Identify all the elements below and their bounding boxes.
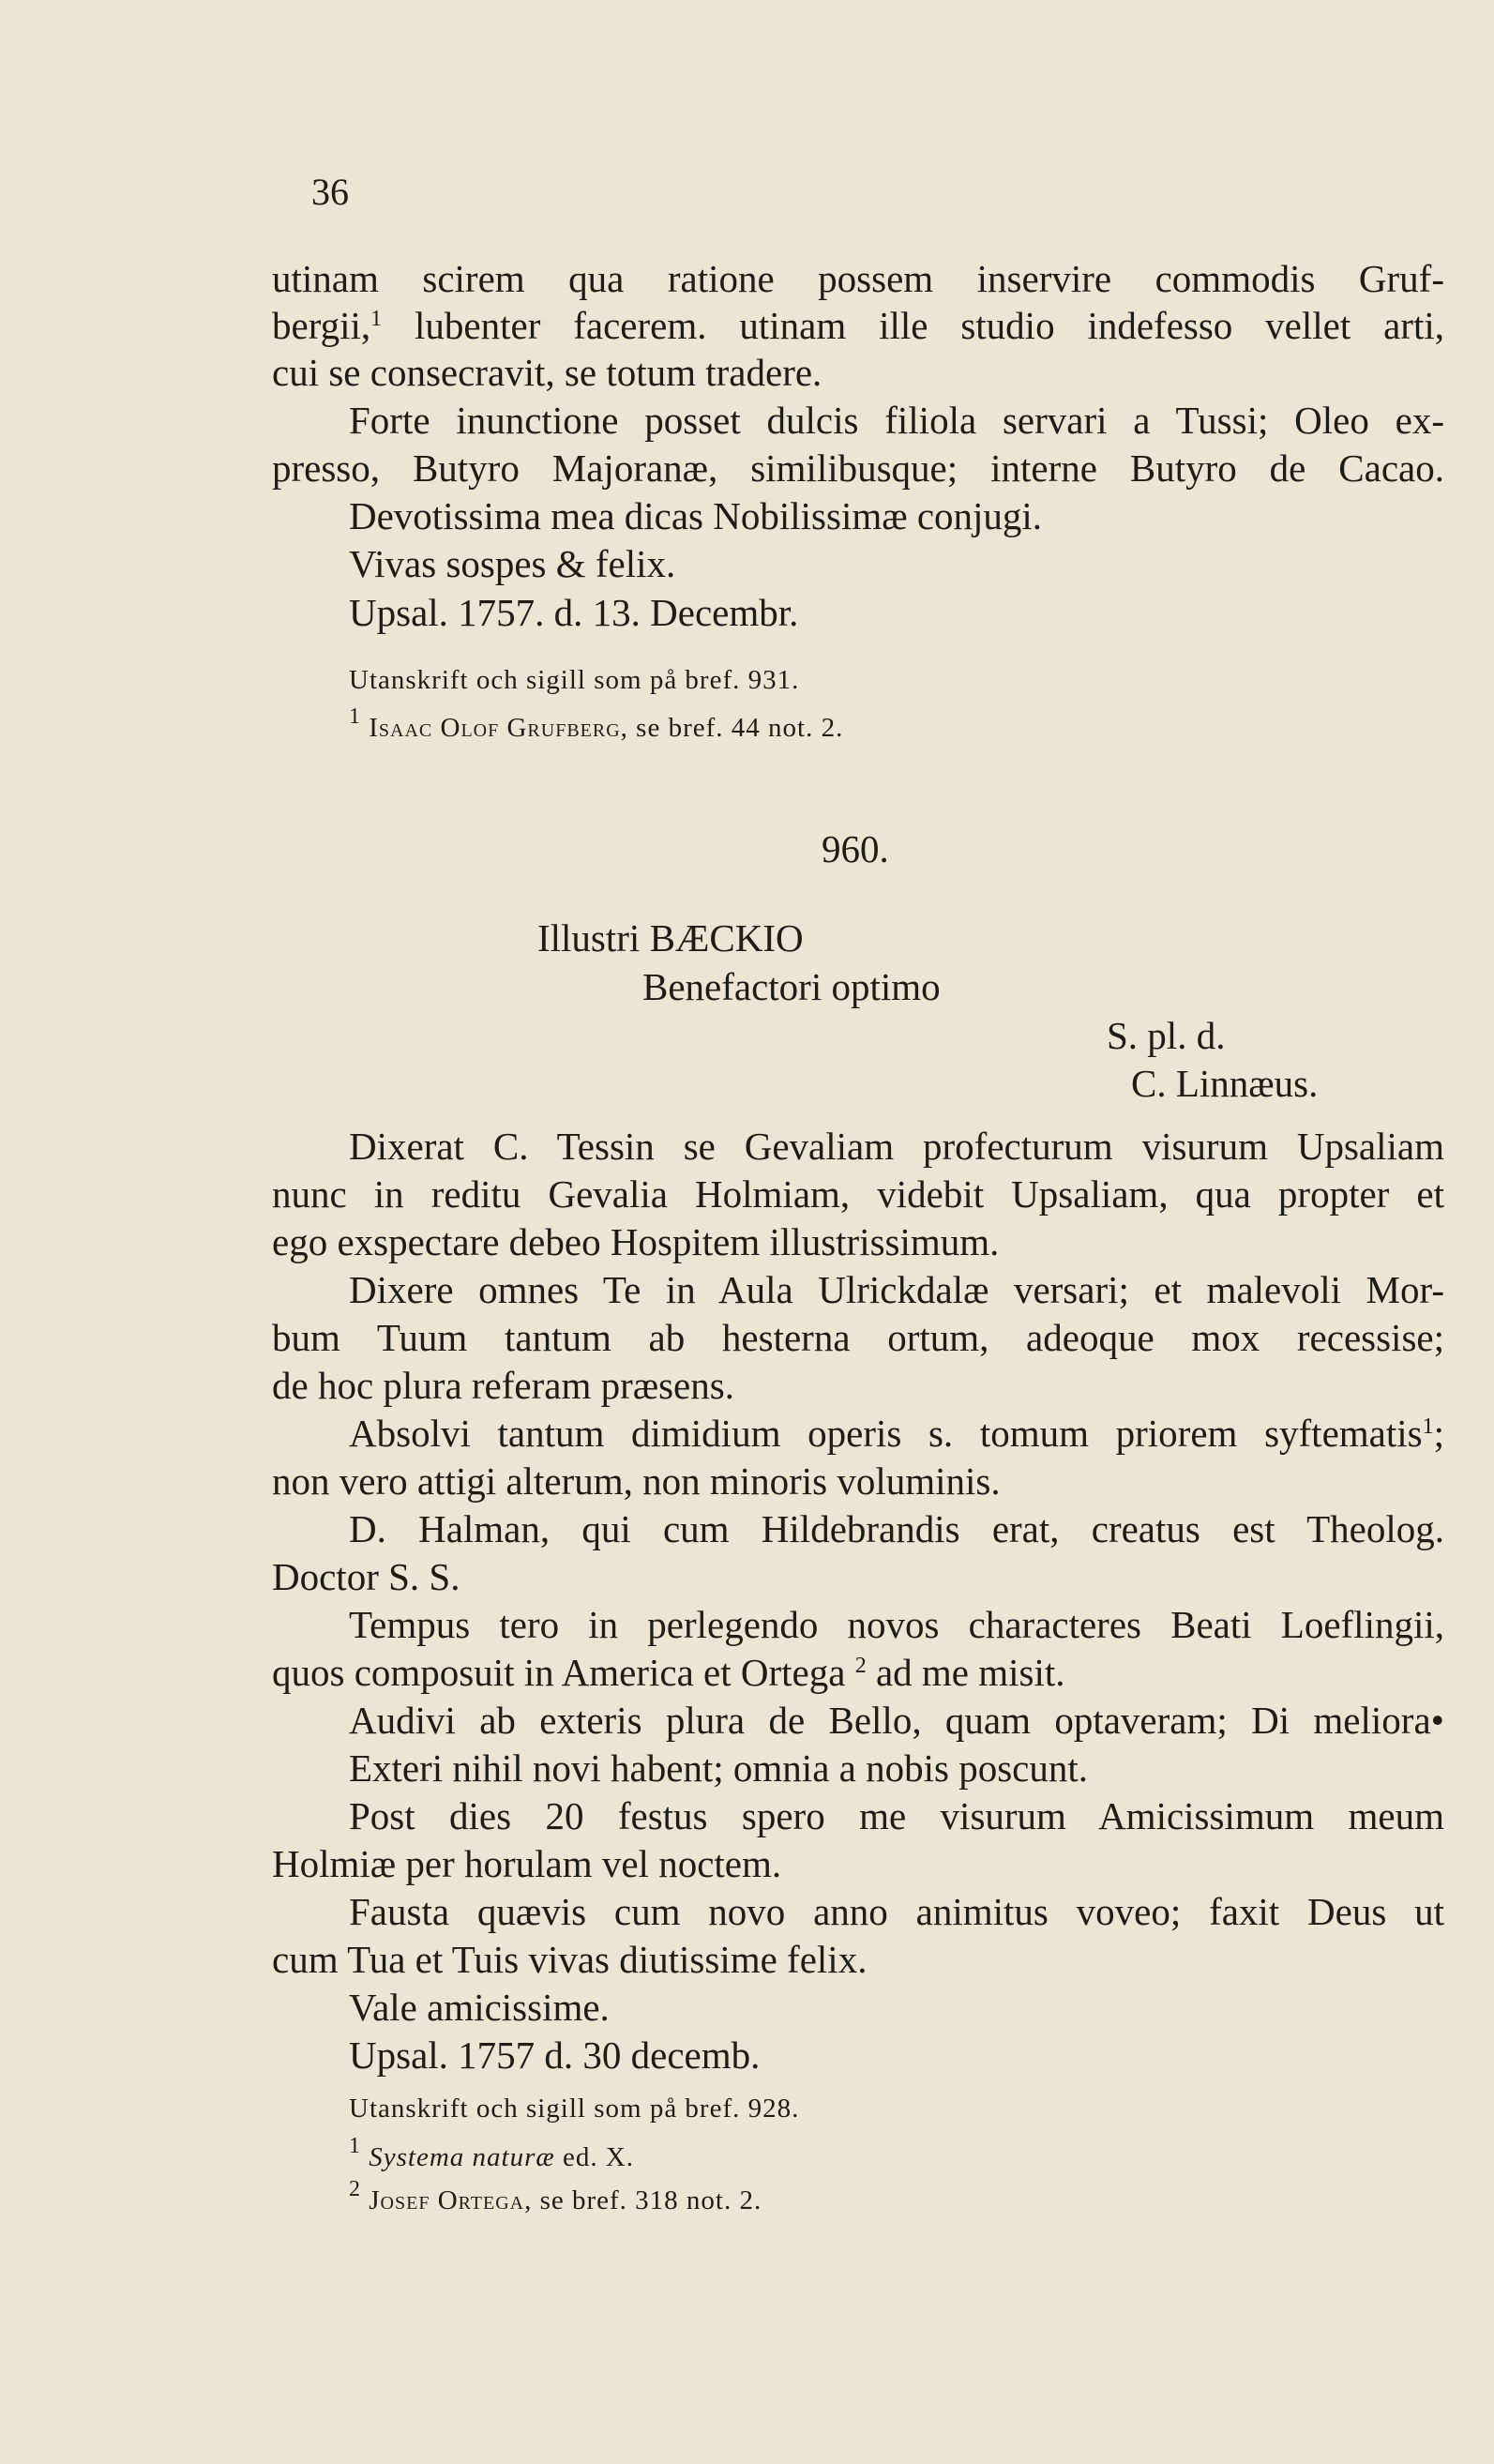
- text-line: [349, 1410, 1444, 1457]
- footnote: [349, 2134, 635, 2176]
- text-fragment: lubenter facerem. utinam ille studio indefesso vellet arti,: [415, 304, 1444, 347]
- footnote-marker: 1: [349, 2134, 361, 2158]
- text-line: Doctor S. S.: [272, 1555, 460, 1598]
- footnote-marker: 1: [1422, 1414, 1434, 1439]
- footnote-ed: ed. X.: [562, 2142, 635, 2172]
- text-line: Forte inunctione posset dulcis filiola servari a Tussi; Oleo ex-: [349, 399, 1444, 442]
- letter-number: 960.: [822, 827, 889, 870]
- text-line: presso, Butyro Majoranæ, similibusque; interne Butyro de Cacao.: [272, 446, 1444, 490]
- footnote: [349, 704, 844, 747]
- footnote-ref: se bref. 44 not. 2.: [636, 713, 844, 743]
- text-fragment: quos composuit in America et Ortega: [272, 1651, 846, 1694]
- text-line: [272, 302, 1444, 349]
- text-line: Upsal. 1757. d. 13. Decembr.: [349, 591, 799, 634]
- text-line: Fausta quævis cum novo anno animitus voveo; faxit Deus ut: [349, 1890, 1444, 1933]
- page-number: 36: [311, 171, 349, 213]
- footnote-marker: 2: [349, 2177, 361, 2201]
- text-line: utinam scirem qua ratione possem inservire commodis Gruf-: [272, 257, 1444, 300]
- text-line: bum Tuum tantum ab hesterna ortum, adeoque mox recessise;: [272, 1316, 1444, 1359]
- text-line: Upsal. 1757 d. 30 decemb.: [349, 2033, 761, 2077]
- text-line: Vivas sospes & felix.: [349, 542, 676, 585]
- text-line: D. Halman, qui cum Hildebrandis erat, creatus est Theolog.: [349, 1507, 1444, 1550]
- text-line: Audivi ab exteris plura de Bello, quam optaveram; Di meliora•: [349, 1699, 1444, 1742]
- text-line: Dixere omnes Te in Aula Ulrickdalæ versari; et malevoli Mor-: [349, 1268, 1444, 1311]
- address-line: Benefactori optimo: [642, 965, 941, 1008]
- text-line: [272, 1649, 1065, 1696]
- text-fragment: ad me misit.: [875, 1651, 1065, 1694]
- footnote-ref: se bref. 318 not. 2.: [539, 2185, 762, 2215]
- semicolon: ;: [1433, 1412, 1444, 1455]
- footnote: [349, 2177, 762, 2219]
- greeting: S. pl. d.: [1107, 1014, 1226, 1057]
- footnote-name: Isaac Olof Grufberg,: [369, 713, 628, 743]
- text-line: Post dies 20 festus spero me visurum Amicissimum meum: [349, 1794, 1444, 1837]
- address-line: Illustri BÆCKIO: [537, 916, 804, 960]
- text-line: de hoc plura referam præsens.: [272, 1364, 734, 1407]
- text-line: Dixerat C. Tessin se Gevaliam profecturum visurum Upsaliam: [349, 1125, 1444, 1168]
- text-line: ego exspectare debeo Hospitem illustrissimum.: [272, 1220, 1000, 1263]
- text-line: Vale amicissime.: [349, 1986, 610, 2029]
- text-line: Devotissima mea dicas Nobilissimæ conjugi.: [349, 494, 1043, 537]
- text-line: cui se consecravit, se totum tradere.: [272, 351, 822, 394]
- footnote-name: Josef Ortega,: [369, 2185, 533, 2215]
- footnote-title: Systema naturæ: [369, 2142, 555, 2172]
- source-note: Utanskrift och sigill som på bref. 931.: [349, 665, 800, 695]
- sender: C. Linnæus.: [1131, 1062, 1319, 1105]
- text-line: cum Tua et Tuis vivas diutissime felix.: [272, 1938, 868, 1981]
- text-line: [272, 1458, 1001, 1504]
- footnote-marker: 2: [854, 1654, 867, 1678]
- text-fragment: Absolvi tantum dimidium operis s. tomum priorem syftematis: [349, 1412, 1423, 1455]
- text-line: Exteri nihil novi habent; omnia a nobis poscunt.: [349, 1746, 1088, 1790]
- text-fragment: bergii,: [272, 304, 371, 347]
- text-line: Holmiæ per horulam vel noctem.: [272, 1842, 782, 1885]
- text-fragment: non vero attigi alterum, non minoris voluminis.: [272, 1459, 1001, 1503]
- source-note: Utanskrift och sigill som på bref. 928.: [349, 2094, 800, 2124]
- footnote-marker: 1: [370, 307, 383, 331]
- footnote-marker: 1: [349, 704, 361, 729]
- text-line: nunc in reditu Gevalia Holmiam, videbit Upsaliam, qua propter et: [272, 1172, 1444, 1216]
- text-line: Tempus tero in perlegendo novos characteres Beati Loeflingii,: [349, 1603, 1444, 1646]
